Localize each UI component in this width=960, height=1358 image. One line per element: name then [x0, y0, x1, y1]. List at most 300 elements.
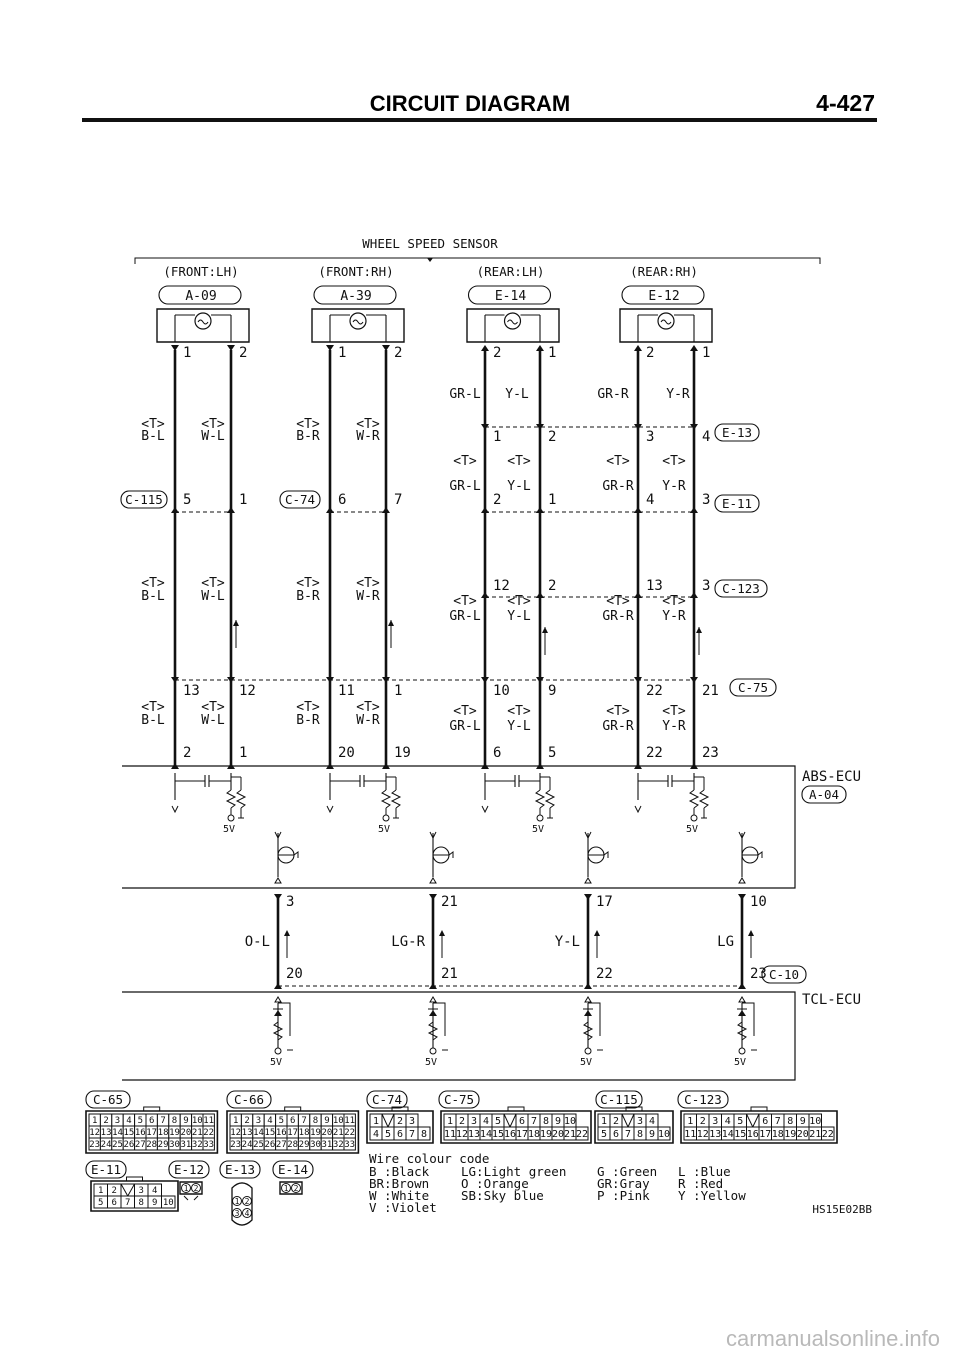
ecu-pin: 20	[338, 745, 355, 761]
connector-pin-number: 12	[696, 1129, 709, 1140]
connector-pin-number: 31	[321, 1140, 333, 1150]
connector-pin-number: 9	[152, 1198, 158, 1208]
connector-pin-number: 4	[152, 1186, 158, 1196]
sensor-connector-label: A-39	[340, 289, 372, 304]
connector-pin-number: 2	[699, 1116, 706, 1127]
labels-layer	[89, 236, 872, 1218]
connector-pin-number: 14	[479, 1129, 493, 1140]
sensor-position: (FRONT:LH)	[163, 264, 239, 279]
ecu-pin: 23	[750, 966, 767, 982]
connector-pin-number: 20	[180, 1128, 192, 1138]
wire-color: Y-L	[507, 479, 531, 494]
connector-pin-number: 12	[230, 1128, 242, 1138]
view-c66-label: C-66	[233, 1092, 265, 1107]
connector-pin-number: 1	[232, 1116, 239, 1126]
ecu-pin: 17	[596, 894, 613, 910]
connector-pin-number: 5	[737, 1116, 744, 1127]
wire-color: GR-R	[602, 719, 634, 734]
connector-pin-number: 18	[298, 1128, 310, 1138]
connector-pin-number: 14	[721, 1129, 734, 1140]
terminal-arrow	[634, 507, 642, 513]
terminal-arrow	[690, 507, 698, 513]
connector-pin-number: 7	[624, 1129, 632, 1140]
connector-pin-number: 2	[244, 1116, 250, 1126]
connector-pin-number: 16	[503, 1129, 517, 1140]
connector-pin-number: 9	[183, 1116, 189, 1126]
connector-pigtail	[194, 1196, 198, 1200]
tcl-ecu-connector: C-10	[768, 967, 800, 982]
connector-pin-number: 3	[255, 1116, 262, 1126]
tcl-ecu-frame	[122, 992, 795, 1080]
view-e12-label: E-12	[173, 1162, 205, 1177]
connector-pin-number: 6	[762, 1116, 769, 1127]
connector-pin-number: 21	[809, 1129, 822, 1140]
view-c65-label: C-65	[92, 1092, 124, 1107]
connector-pin-number: 3	[234, 1209, 240, 1218]
sensor-position: (FRONT:RH)	[318, 264, 394, 279]
terminal-arrow	[536, 507, 544, 513]
connector-pin: 13	[183, 683, 200, 699]
connector-pin-number: 8	[138, 1198, 144, 1208]
ecu-output-terminal	[585, 878, 591, 883]
wire-color: Y-R	[662, 479, 686, 494]
shield-arrow	[284, 930, 290, 936]
view-e13-label: E-13	[224, 1162, 256, 1177]
connector-pin-number: 4	[648, 1116, 656, 1127]
connector-pin-number: 4	[126, 1116, 132, 1126]
connector-pin: 3	[702, 492, 711, 508]
connector-pin-number: 3	[408, 1116, 416, 1127]
sensor-body	[157, 309, 249, 342]
connector-pin-number: 30	[169, 1140, 180, 1150]
connector-pin: 2	[493, 492, 502, 508]
connector-pin-number: 20	[551, 1129, 565, 1140]
diode-icon	[738, 1010, 746, 1016]
wire-tag: <T>	[453, 704, 477, 719]
connector-pin-number: 28	[146, 1140, 158, 1150]
ecu-pin: 19	[394, 745, 411, 761]
ecu-pin: 20	[286, 966, 303, 982]
connector-cavity-blank	[121, 1184, 135, 1196]
transistor-lead	[604, 852, 608, 858]
wire-tag: <T>	[606, 594, 630, 609]
connector-pin-number: 1	[283, 1184, 289, 1193]
connector-pin-number: 7	[530, 1116, 538, 1127]
connector-pin-number: 2	[103, 1116, 109, 1126]
terminal-arrow	[690, 592, 698, 598]
connector-pin-number: 2	[396, 1116, 404, 1127]
connector-pin: 11	[338, 683, 355, 699]
supply-node	[430, 1048, 436, 1054]
resistor	[392, 790, 400, 808]
wire-color: GR-L	[449, 719, 481, 734]
connector-pin-number: 2	[458, 1116, 466, 1127]
sensor-connector-label: E-12	[648, 289, 680, 304]
terminal-arrow	[326, 507, 334, 513]
connector-cavity-blank	[382, 1114, 394, 1127]
terminal-arrow	[227, 507, 235, 513]
connector-pin-number: 21	[563, 1129, 577, 1140]
link-wire-color: O-L	[244, 934, 270, 950]
sensor-group-title: WHEEL SPEED SENSOR	[362, 236, 498, 251]
connector-pin-number: 7	[125, 1198, 131, 1208]
diode-icon	[274, 1010, 282, 1016]
connector-pin-number: 4	[244, 1209, 250, 1218]
connector-pin: 12	[239, 683, 256, 699]
sensor-position: (REAR:LH)	[476, 264, 545, 279]
connector-pin-number: 1	[98, 1186, 104, 1196]
connector-pin-number: 13	[467, 1129, 481, 1140]
connector-c74: C-74	[284, 492, 316, 507]
transistor-lead	[758, 852, 762, 858]
ecu-pin: 5	[548, 745, 557, 761]
connector-pin-number: 33	[344, 1140, 356, 1150]
transistor-lead	[294, 852, 298, 858]
connector-pin-number: 29	[157, 1140, 169, 1150]
view-e11-label: E-11	[90, 1162, 122, 1177]
connector-pin-number: 2	[193, 1184, 199, 1193]
connector-pin: 1	[493, 429, 502, 445]
color-code-entry: L :Blue	[678, 1164, 731, 1179]
connector-pin-number: 18	[527, 1129, 541, 1140]
tcl-internal	[278, 1003, 290, 1036]
shield-arrow	[439, 930, 445, 936]
view-c75-label: C-75	[443, 1092, 475, 1107]
connector-pin-number: 23	[89, 1140, 101, 1150]
wire-color: GR-R	[597, 387, 629, 402]
sensor-pin: 1	[548, 345, 557, 361]
wire-color: Y-R	[662, 719, 686, 734]
view-c115-label: C-115	[600, 1092, 638, 1107]
connector-pin-number: 4	[372, 1129, 380, 1140]
terminal-arrow	[382, 507, 390, 513]
connector-pin-number: 26	[264, 1140, 276, 1150]
connector-pin-number: 6	[396, 1129, 404, 1140]
wire-color: GR-L	[449, 609, 481, 624]
connector-pin-number: 19	[310, 1128, 321, 1138]
connector-c123: C-123	[722, 581, 760, 596]
sensor-pin: 2	[646, 345, 655, 361]
ground-mark	[327, 806, 333, 812]
connector-pin-number: 22	[821, 1129, 834, 1140]
wire-color: Y-R	[662, 609, 686, 624]
connector-pin-number: 13	[241, 1128, 253, 1138]
connector-pin-number: 2	[293, 1184, 299, 1193]
tcl-ecu-label: TCL-ECU	[802, 992, 862, 1008]
diode-icon	[429, 1010, 437, 1016]
ground-mark	[482, 806, 488, 812]
sensor-pin: 2	[493, 345, 502, 361]
connector-pin-number: 15	[491, 1129, 505, 1140]
resistor	[536, 790, 544, 808]
connector-pin-number: 4	[482, 1116, 490, 1127]
ecu-output-terminal	[739, 878, 745, 883]
wire-tag: <T>	[453, 454, 477, 469]
sensor-connector-label: E-14	[494, 289, 527, 304]
connector-pin-number: 11	[344, 1116, 356, 1126]
connector-pin-number: 3	[470, 1116, 478, 1127]
wire-tag: <T>	[201, 700, 225, 715]
wire-color: Y-R	[666, 387, 690, 402]
shield-arrow	[388, 620, 394, 626]
wire-color: W-R	[356, 429, 380, 444]
sensor-wave-icon	[198, 320, 208, 324]
wire-color: GR-R	[602, 609, 634, 624]
connector-pin-number: 31	[180, 1140, 192, 1150]
sensor-body	[467, 309, 559, 342]
connector-pin-number: 20	[321, 1128, 333, 1138]
connector-pin-number: 7	[301, 1116, 307, 1126]
connector-pin-number: 7	[774, 1116, 781, 1127]
sensor-body	[620, 309, 712, 342]
connector-pin-number: 12	[455, 1129, 469, 1140]
wire-tag: <T>	[662, 594, 686, 609]
wire-color: GR-L	[449, 387, 481, 402]
wire-tag: <T>	[507, 594, 531, 609]
connector-pin-number: 21	[332, 1128, 344, 1138]
shield-arrow	[696, 627, 702, 633]
connector-pin-number: 6	[111, 1198, 117, 1208]
connector-pin-number: 1	[600, 1116, 608, 1127]
connector-pin-number: 17	[287, 1128, 299, 1138]
terminal-arrow	[584, 894, 592, 900]
connector-pin-number: 12	[89, 1128, 101, 1138]
color-code-entry: V :Violet	[369, 1200, 437, 1215]
wire-color: B-L	[141, 713, 165, 728]
terminal-arrow	[429, 894, 437, 900]
connector-pin: 1	[394, 683, 403, 699]
connector-pin-number: 2	[111, 1186, 117, 1196]
connector-pin: 13	[646, 578, 663, 594]
connector-pin-number: 20	[796, 1129, 809, 1140]
connector-pin-number: 9	[554, 1116, 562, 1127]
ground-mark	[172, 806, 178, 812]
connector-pin-number: 11	[684, 1129, 697, 1140]
color-code-entry: O :Orange	[461, 1176, 529, 1191]
connector-pin-number: 10	[332, 1116, 344, 1126]
resistor	[227, 790, 235, 808]
ecu-pin: 3	[286, 894, 295, 910]
connector-pin: 2	[548, 578, 557, 594]
wire-tag: <T>	[356, 417, 380, 432]
connector-pin-number: 15	[264, 1128, 276, 1138]
terminal-arrow	[481, 507, 489, 513]
connector-pin-number: 2	[244, 1197, 250, 1206]
sensor-coil-icon	[195, 313, 211, 329]
wire-color: W-L	[201, 713, 225, 728]
color-code-entry: G :Green	[597, 1164, 658, 1179]
connector-pin-number: 3	[114, 1116, 121, 1126]
tcl-input-terminal	[430, 997, 436, 1002]
wire-tag: <T>	[141, 576, 165, 591]
connector-pin-number: 18	[157, 1128, 169, 1138]
wire-tag: <T>	[453, 594, 477, 609]
supply-node	[537, 815, 543, 821]
connector-pin-number: 8	[420, 1129, 428, 1140]
shield-arrow	[542, 627, 548, 633]
connector-pin-number: 3	[712, 1116, 719, 1127]
connector-pin-number: 5	[600, 1129, 608, 1140]
color-code-entry: BR:Brown	[369, 1176, 430, 1191]
link-wire-color: LG-R	[391, 934, 425, 950]
terminal-arrow	[690, 677, 698, 683]
drawing-code: HS15E02BB	[812, 1203, 872, 1216]
ecu-pin: 2	[183, 745, 192, 761]
wire-tag: <T>	[356, 576, 380, 591]
ecu-pin: 22	[646, 745, 663, 761]
ecu-output-terminal	[275, 878, 281, 883]
abs-ecu-label: ABS-ECU	[802, 769, 862, 785]
connector-pin-number: 5	[137, 1116, 144, 1126]
wire-color: B-R	[296, 429, 320, 444]
wire-tag: <T>	[507, 704, 531, 719]
connector-pin-number: 5	[384, 1129, 392, 1140]
resistor	[382, 790, 390, 808]
connector-pin-number: 32	[332, 1140, 344, 1150]
connector-e11: E-11	[721, 496, 753, 511]
tcl-input-terminal	[275, 997, 281, 1002]
view-c74-label: C-74	[371, 1092, 403, 1107]
sensor-coil-icon	[350, 313, 366, 329]
sensor-pin: 1	[702, 345, 711, 361]
connector-pin-number: 15	[734, 1129, 747, 1140]
connector-pin: 4	[646, 492, 655, 508]
connector-pin-number: 23	[230, 1140, 242, 1150]
connector-pin-number: 26	[123, 1140, 135, 1150]
connector-pin-number: 6	[148, 1116, 155, 1126]
wire-tag: <T>	[201, 576, 225, 591]
connector-cavity-blank	[747, 1114, 760, 1127]
shield-arrow	[594, 930, 600, 936]
wire-tag: <T>	[662, 454, 686, 469]
tcl-internal	[742, 1003, 754, 1036]
connector-pin-number: 14	[253, 1128, 264, 1138]
connector-pin-number: 22	[203, 1128, 215, 1138]
wire-tag: <T>	[141, 700, 165, 715]
connector-c115: C-115	[125, 492, 163, 507]
color-code-entry: Y :Yellow	[678, 1188, 746, 1203]
ecu-output-terminal	[430, 878, 436, 883]
supply-voltage: 5V	[579, 1057, 593, 1068]
connector-pin-number: 8	[636, 1129, 644, 1140]
connector-pin-number: 10	[162, 1198, 174, 1208]
connector-pin-number: 3	[636, 1116, 644, 1127]
connector-pin: 6	[338, 492, 347, 508]
connector-pin-number: 4	[724, 1116, 731, 1127]
connector-pin: 21	[702, 683, 719, 699]
connector-pin-number: 15	[123, 1128, 135, 1138]
connector-pin-number: 24	[241, 1140, 253, 1150]
connector-pin-number: 19	[169, 1128, 180, 1138]
sensor-coil-icon	[505, 313, 521, 329]
connector-pin-number: 9	[324, 1116, 330, 1126]
wire-tag: <T>	[606, 454, 630, 469]
connector-pin-number: 1	[183, 1184, 189, 1193]
resistor	[690, 790, 698, 808]
connector-pin-number: 8	[312, 1116, 319, 1126]
connector-pin-number: 8	[787, 1116, 794, 1127]
terminal-arrow	[274, 894, 282, 900]
connector-pin-number: 5	[278, 1116, 285, 1126]
connector-pin-number: 6	[518, 1116, 526, 1127]
connector-pin-number: 29	[298, 1140, 310, 1150]
wire-tag: <T>	[296, 576, 320, 591]
connector-pin-number: 7	[408, 1129, 416, 1140]
sensor-pin: 2	[394, 345, 403, 361]
connector-pin-number: 19	[539, 1129, 553, 1140]
connector-pin-number: 22	[344, 1128, 356, 1138]
terminal-arrow	[634, 592, 642, 598]
shield-arrow	[748, 930, 754, 936]
connector-pin-number: 10	[657, 1129, 671, 1140]
view-e14-label: E-14	[277, 1162, 309, 1177]
connector-cavity-blank	[504, 1114, 516, 1127]
connector-pin-number: 10	[563, 1116, 577, 1127]
sensor-wave-icon	[508, 320, 518, 324]
connector-pin-number: 1	[687, 1116, 694, 1127]
color-code-entry: P :Pink	[597, 1188, 650, 1203]
connector-pin-number: 3	[138, 1186, 144, 1196]
supply-node	[228, 815, 234, 821]
supply-voltage: 5V	[222, 824, 236, 835]
sensor-pin: 2	[239, 345, 248, 361]
connector-pin-number: 18	[771, 1129, 784, 1140]
connector-pin-number: 16	[134, 1128, 146, 1138]
terminal-arrow	[171, 507, 179, 513]
color-code-entry: GR:Gray	[597, 1176, 650, 1191]
sensor-wave-icon	[661, 320, 671, 324]
watermark: carmanualsonline.info	[725, 1326, 940, 1351]
sensor-position: (REAR:RH)	[630, 264, 698, 279]
connector-pin: 5	[183, 492, 192, 508]
color-code-title: Wire colour code	[369, 1151, 490, 1166]
connector-pin: 3	[702, 578, 711, 594]
connector-pin-number: 2	[612, 1116, 620, 1127]
connector-pin-number: 30	[310, 1140, 321, 1150]
wire-color: B-L	[141, 429, 165, 444]
ecu-pin: 23	[702, 745, 719, 761]
supply-voltage: 5V	[269, 1057, 283, 1068]
wire-color: B-L	[141, 589, 165, 604]
supply-node	[691, 815, 697, 821]
terminal-arrow	[536, 592, 544, 598]
resistor	[237, 790, 245, 808]
terminal-arrow	[481, 677, 489, 683]
terminal-arrow	[481, 592, 489, 598]
sensor-wave-icon	[353, 320, 363, 324]
wire-color: W-R	[356, 713, 380, 728]
tcl-internal	[433, 1003, 445, 1036]
transistor-lead	[449, 852, 453, 858]
view-c123-label: C-123	[684, 1092, 722, 1107]
connector-pin-number: 1	[91, 1116, 98, 1126]
connector-pin: 2	[548, 429, 557, 445]
sensor-group-notch	[427, 258, 433, 262]
connector-pin-number: 16	[746, 1129, 759, 1140]
connector-pin-number: 9	[799, 1116, 806, 1127]
connector-pin-number: 33	[203, 1140, 215, 1150]
wire-tag: <T>	[606, 704, 630, 719]
connector-pin-number: 1	[372, 1116, 380, 1127]
page-number: 4-427	[816, 90, 875, 116]
supply-node	[383, 815, 389, 821]
connector-pin-number: 14	[112, 1128, 123, 1138]
link-wire-color: LG	[717, 934, 734, 950]
connector-pin: 7	[394, 492, 403, 508]
ecu-pin: 22	[596, 966, 613, 982]
connector-pin-number: 17	[759, 1129, 772, 1140]
terminal-arrow	[738, 894, 746, 900]
